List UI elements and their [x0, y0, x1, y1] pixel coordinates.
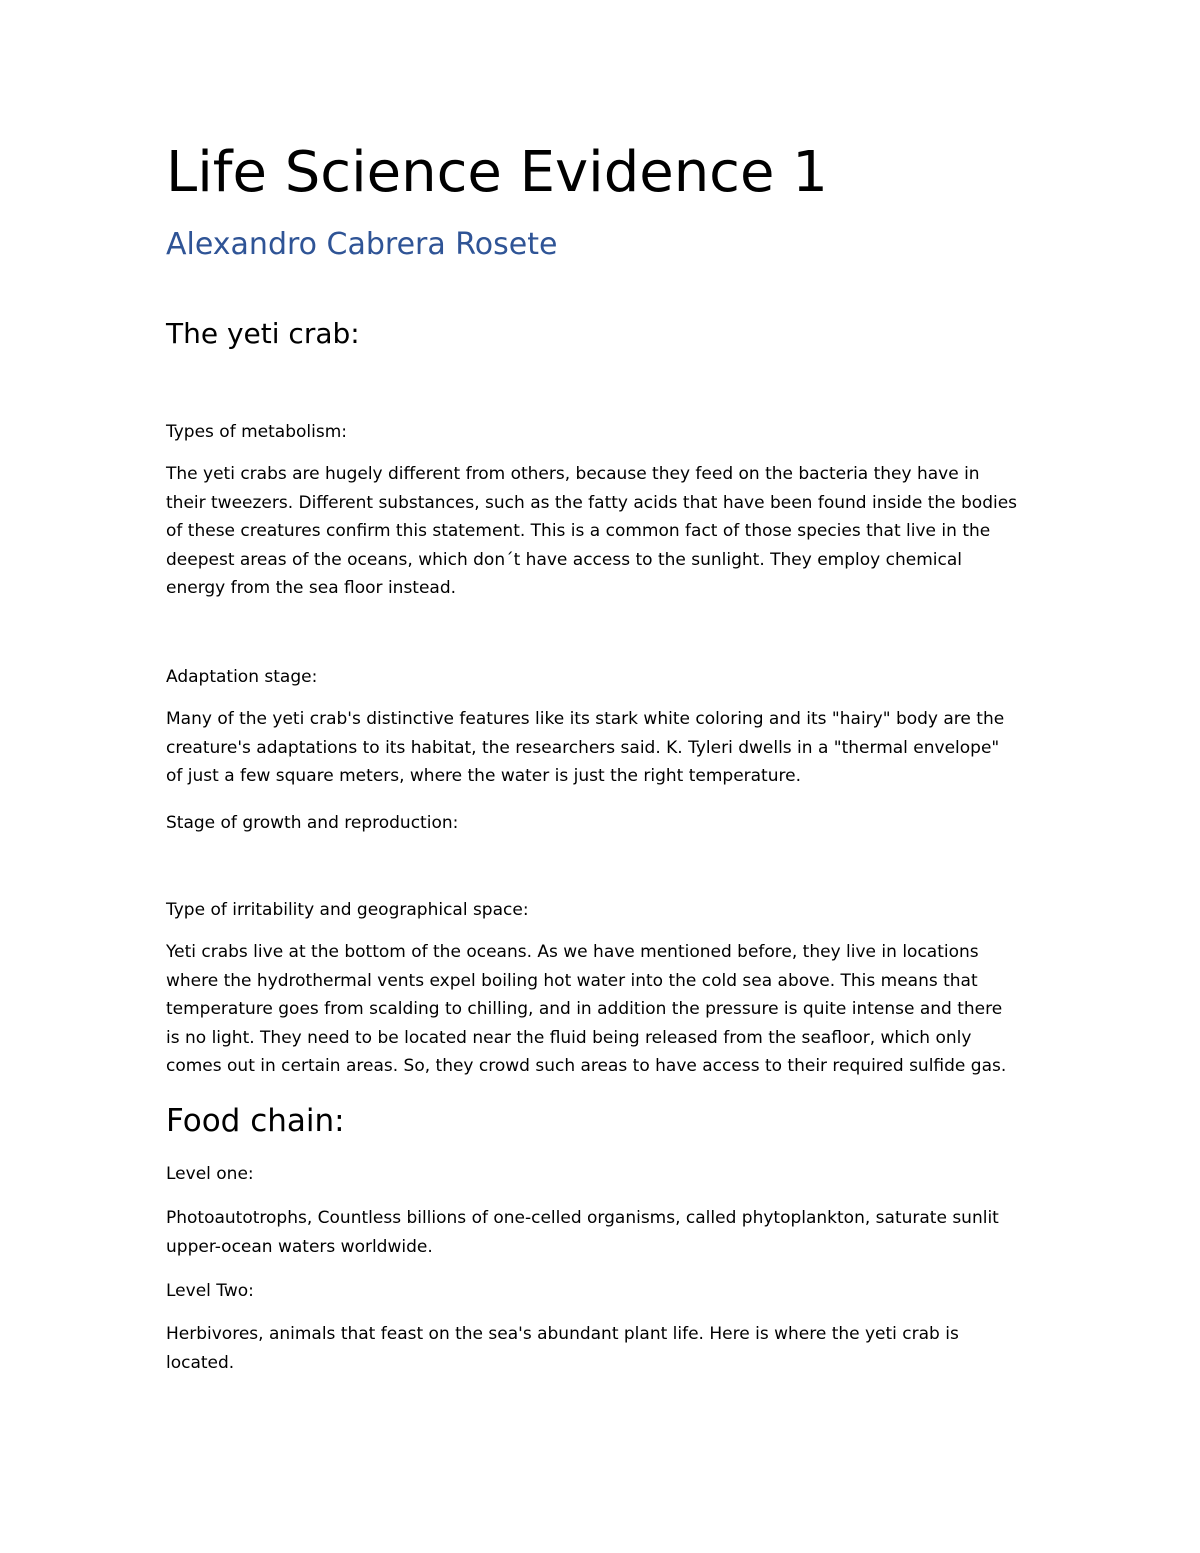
paragraph-line: temperature goes from scalding to chilling, and in addition the pressure is quite intense and there	[166, 999, 1003, 1019]
author-name: Alexandro Cabrera Rosete	[166, 227, 558, 262]
paragraph-line: of these creatures confirm this statement. This is a common fact of those species that live in the	[166, 521, 991, 541]
paragraph-line: their tweezers. Different substances, such as the fatty acids that have been found inside the bodies	[166, 492, 1018, 513]
paragraph-line: Yeti crabs live at the bottom of the oceans. As we have mentioned before, they live in locations	[166, 942, 979, 962]
paragraph-line: comes out in certain areas. So, they crowd such areas to have access to their required sulfide gas.	[166, 1056, 1007, 1076]
paragraph-line: located.	[166, 1352, 235, 1373]
heading-food-chain: Food chain:	[166, 1103, 345, 1139]
paragraph-line: Herbivores, animals that feast on the sea's abundant plant life. Here is where the yeti crab is	[166, 1324, 959, 1344]
paragraph-line: is no light. They need to be located near the fluid being released from the seafloor, which only	[166, 1027, 972, 1048]
paragraph-line: deepest areas of the oceans, which don´t have access to the sunlight. They employ chemical	[166, 549, 962, 570]
heading-yeti-crab: The yeti crab:	[166, 317, 360, 350]
label-metabolism: Types of metabolism:	[166, 422, 347, 442]
label-growth-reproduction: Stage of growth and reproduction:	[166, 813, 459, 833]
paragraph-level-one	[166, 1204, 1046, 1261]
label-adaptation: Adaptation stage:	[166, 667, 318, 687]
label-irritability: Type of irritability and geographical space:	[166, 900, 529, 920]
paragraph-adaptation	[166, 705, 1046, 791]
label-level-two: Level Two:	[166, 1281, 254, 1301]
paragraph-line: creature's adaptations to its habitat, the researchers said. K. Tyleri dwells in a "thermal envelope"	[166, 737, 1000, 758]
label-level-one: Level one:	[166, 1164, 254, 1184]
paragraph-irritability	[166, 938, 1046, 1081]
paragraph-line: Photoautotrophs, Countless billions of one-celled organisms, called phytoplankton, saturate sunlit	[166, 1208, 999, 1228]
paragraph-line: of just a few square meters, where the water is just the right temperature.	[166, 766, 801, 786]
paragraph-metabolism	[166, 460, 1046, 603]
paragraph-line: Many of the yeti crab's distinctive features like its stark white coloring and its "hairy" body are the	[166, 709, 1005, 729]
document-title: Life Science Evidence 1	[166, 140, 828, 205]
paragraph-line: upper-ocean waters worldwide.	[166, 1236, 433, 1257]
paragraph-level-two	[166, 1320, 1046, 1377]
paragraph-line: energy from the sea floor instead.	[166, 578, 457, 598]
paragraph-line: where the hydrothermal vents expel boiling hot water into the cold sea above. This means that	[166, 970, 978, 991]
paragraph-line: The yeti crabs are hugely different from others, because they feed on the bacteria they have in	[166, 464, 980, 484]
